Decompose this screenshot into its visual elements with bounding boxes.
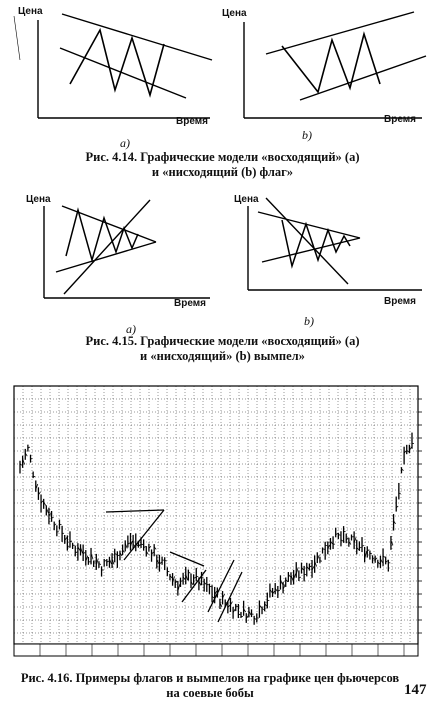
- x-axis-label: Время: [174, 298, 206, 309]
- flag-falling-diagram: [222, 0, 445, 150]
- page-number: 147: [404, 682, 427, 698]
- y-axis-label: Цена: [222, 8, 247, 19]
- figure-caption: Рис. 4.15. Графические модели «восходящий» (a) и «нисходящий» (b) вымпел»: [85, 334, 360, 363]
- figure-4-15: [0, 190, 445, 370]
- y-axis-label: Цена: [26, 194, 51, 205]
- panel-label-a: a): [126, 322, 136, 336]
- panel-label-a: a): [120, 136, 130, 150]
- x-axis-label: Время: [384, 114, 416, 125]
- figure-4-14: [0, 0, 445, 185]
- x-axis-label: Время: [176, 116, 208, 127]
- figure-caption: Рис. 4.16. Примеры флагов и вымпелов на графике цен фьючерсов на соевые бобы: [20, 671, 400, 700]
- soybean-futures-chart: [6, 382, 426, 664]
- y-axis-label: Цена: [234, 194, 259, 205]
- figure-4-16: [0, 380, 445, 704]
- x-axis-label: Время: [384, 296, 416, 307]
- panel-label-b: b): [302, 128, 312, 142]
- figure-caption: Рис. 4.14. Графические модели «восходящий» (a) и «нисходящий (b) флаг»: [85, 150, 360, 179]
- panel-label-b: b): [304, 314, 314, 328]
- y-axis-label: Цена: [18, 6, 43, 17]
- flag-rising-diagram: [0, 0, 222, 150]
